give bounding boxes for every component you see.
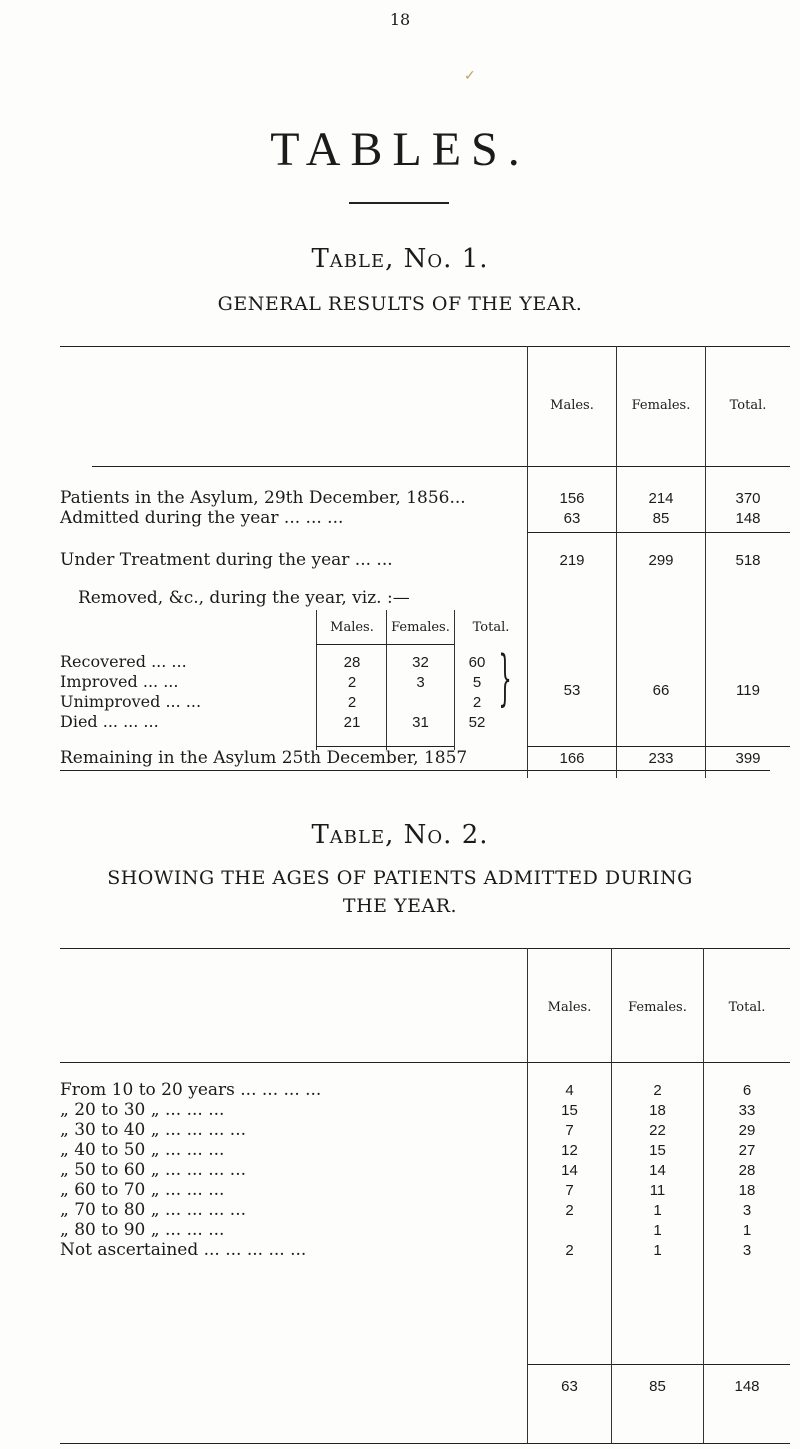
subtable-divider bbox=[454, 610, 455, 750]
subtable-cell: 2 bbox=[347, 694, 357, 711]
table2-cell: 18 bbox=[738, 1182, 756, 1199]
table1-row-label: Under Treatment during the year ... ... bbox=[60, 550, 393, 570]
subtable-row-label: Died ... ... ... bbox=[60, 712, 159, 731]
table2-cell: 3 bbox=[742, 1202, 752, 1219]
removed-total-males: 53 bbox=[563, 682, 581, 699]
table1-bottom-rule bbox=[60, 770, 770, 771]
table2-total-males: 63 bbox=[561, 1378, 578, 1395]
subtable-cell: 28 bbox=[343, 654, 361, 671]
table2-cell: 7 bbox=[565, 1122, 574, 1139]
table2-row-label: „ 30 to 40 „ ... ... ... ... bbox=[60, 1120, 247, 1140]
table2-subtitle-line1: SHOWING THE AGES OF PATIENTS ADMITTED DURING bbox=[107, 867, 693, 889]
remaining-total: 399 bbox=[735, 750, 761, 767]
check-mark-icon: ✓ bbox=[464, 68, 476, 84]
table1-cell: 63 bbox=[563, 510, 581, 527]
table2-cell: 18 bbox=[649, 1102, 666, 1119]
table1-header-rule bbox=[92, 466, 790, 467]
table2-row-label: „ 20 to 30 „ ... ... ... bbox=[60, 1100, 225, 1120]
page-heading: TABLES. bbox=[270, 123, 530, 176]
table2-top-rule bbox=[60, 948, 790, 949]
table2-cell: 33 bbox=[738, 1102, 756, 1119]
subtable-divider bbox=[316, 610, 317, 750]
remaining-label: Remaining in the Asylum 25th December, 1857 bbox=[60, 748, 468, 768]
table2-row-label: „ 40 to 50 „ ... ... ... bbox=[60, 1140, 225, 1160]
table2-cell: 15 bbox=[561, 1102, 578, 1119]
table2-cell: 11 bbox=[649, 1182, 666, 1199]
table2-subtitle-line2: THE YEAR. bbox=[342, 895, 458, 917]
subtable-cell: 21 bbox=[343, 714, 361, 731]
table2-cell: 4 bbox=[565, 1082, 574, 1099]
table1-cell: 370 bbox=[735, 490, 761, 507]
table1-top-rule bbox=[60, 346, 790, 347]
table2-cell: 14 bbox=[561, 1162, 578, 1179]
subtable-header-rule bbox=[316, 644, 454, 645]
table2-header-females: Females. bbox=[628, 1000, 687, 1015]
table1-cell: 518 bbox=[735, 552, 761, 569]
table2-cell: 28 bbox=[738, 1162, 756, 1179]
table2-cell: 3 bbox=[742, 1242, 752, 1259]
table2-cell: 22 bbox=[649, 1122, 666, 1139]
table2-cell: 27 bbox=[738, 1142, 756, 1159]
table1-cell: 85 bbox=[652, 510, 670, 527]
removed-label: Removed, &c., during the year, viz. :— bbox=[78, 588, 410, 608]
table1-header-total: Total. bbox=[729, 398, 767, 413]
table2-cell: 7 bbox=[565, 1182, 574, 1199]
remaining-males: 166 bbox=[559, 750, 585, 767]
subtable-header-females: Females. bbox=[391, 620, 450, 635]
page-number: 18 bbox=[389, 10, 411, 29]
table2-header-males: Males. bbox=[547, 1000, 592, 1015]
removed-total-females: 66 bbox=[652, 682, 670, 699]
table1-cell: 219 bbox=[559, 552, 585, 569]
subtable-cell: 2 bbox=[347, 674, 357, 691]
table2-cell: 1 bbox=[653, 1202, 662, 1219]
subtable-cell: 60 bbox=[468, 654, 486, 671]
removed-total-total: 119 bbox=[736, 682, 760, 699]
table1-subtitle: GENERAL RESULTS OF THE YEAR. bbox=[217, 293, 583, 315]
table2-cell: 12 bbox=[561, 1142, 578, 1159]
subtable-bottom-rule bbox=[316, 746, 454, 747]
table2-cell: 2 bbox=[653, 1082, 662, 1099]
table2-bottom-rule bbox=[60, 1443, 790, 1444]
table2-row-label: „ 60 to 70 „ ... ... ... bbox=[60, 1180, 225, 1200]
subtable-row-label: Unimproved ... ... bbox=[60, 692, 202, 711]
table2-title: Table, No. 2. bbox=[311, 820, 489, 850]
subtable-cell: 31 bbox=[412, 714, 429, 731]
table1-cell: 148 bbox=[735, 510, 761, 527]
table1-header-females: Females. bbox=[631, 398, 691, 413]
subtable-cell: 2 bbox=[472, 694, 482, 711]
table1-subtotal-rule bbox=[527, 532, 790, 533]
table2-sum-rule bbox=[527, 1364, 790, 1365]
table2-cell: 29 bbox=[738, 1122, 756, 1139]
table2-cell: 1 bbox=[653, 1242, 662, 1259]
table2-header-rule bbox=[60, 1062, 790, 1063]
table2-cell: 6 bbox=[742, 1082, 752, 1099]
table1-header-males: Males. bbox=[550, 398, 594, 413]
table2-row-label: „ 50 to 60 „ ... ... ... ... bbox=[60, 1160, 247, 1180]
subtable-header-total: Total. bbox=[472, 620, 510, 635]
remaining-females: 233 bbox=[648, 750, 674, 767]
table2-cell: 1 bbox=[653, 1222, 662, 1239]
table1-row-label: Patients in the Asylum, 29th December, 1856... bbox=[60, 488, 466, 508]
table2-row-label: „ 70 to 80 „ ... ... ... ... bbox=[60, 1200, 247, 1220]
table1-subtotal-rule bbox=[527, 746, 790, 747]
table1-cell: 299 bbox=[648, 552, 674, 569]
table2-cell: 1 bbox=[742, 1222, 752, 1239]
table1-cell: 156 bbox=[559, 490, 585, 507]
table2-row-label: Not ascertained ... ... ... ... ... bbox=[60, 1240, 307, 1260]
table2-row-label: From 10 to 20 years ... ... ... ... bbox=[60, 1080, 322, 1100]
table2-cell: 2 bbox=[565, 1202, 574, 1219]
subtable-cell: 5 bbox=[472, 674, 482, 691]
heading-rule bbox=[349, 202, 449, 204]
table2-header-total: Total. bbox=[728, 1000, 766, 1015]
table2-total-total: 148 bbox=[734, 1378, 760, 1395]
table1-cell: 214 bbox=[648, 490, 674, 507]
subtable-cell: 3 bbox=[416, 674, 425, 691]
subtable-cell: 32 bbox=[412, 654, 429, 671]
subtable-row-label: Improved ... ... bbox=[60, 672, 179, 691]
subtable-header-males: Males. bbox=[330, 620, 374, 635]
table2-total-females: 85 bbox=[649, 1378, 666, 1395]
table1-row-label: Admitted during the year ... ... ... bbox=[60, 508, 344, 528]
table2-row-label: „ 80 to 90 „ ... ... ... bbox=[60, 1220, 225, 1240]
right-brace-icon: } bbox=[498, 643, 512, 713]
table1-title: Table, No. 1. bbox=[311, 244, 489, 274]
subtable-row-label: Recovered ... ... bbox=[60, 652, 187, 671]
subtable-cell: 52 bbox=[468, 714, 486, 731]
table2-cell: 2 bbox=[565, 1242, 574, 1259]
table2-cell: 15 bbox=[649, 1142, 666, 1159]
table2-cell: 14 bbox=[649, 1162, 666, 1179]
